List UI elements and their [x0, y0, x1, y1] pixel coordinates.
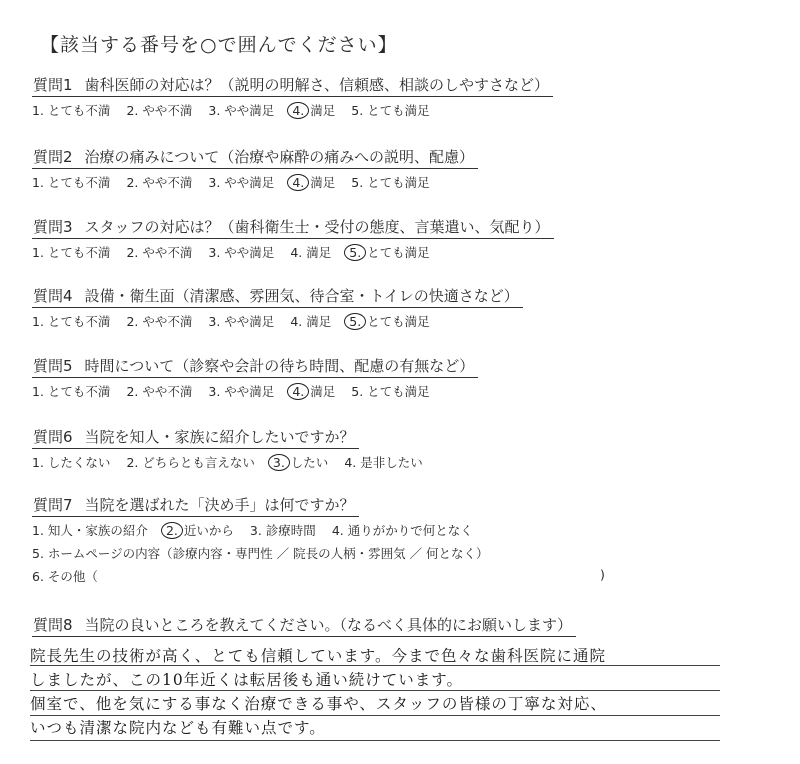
answer-option[interactable] [164, 521, 234, 539]
circled-option-number: 2. [161, 522, 183, 539]
answer-option[interactable] [290, 173, 335, 191]
circled-option-number: 5. [344, 244, 366, 261]
handwritten-answer-line-3: 個室で、他を気にする事なく治療できる事や、スタッフの皆様の丁寧な対応、 [30, 695, 607, 713]
option-label: したくない [47, 455, 111, 470]
question-6 [32, 426, 772, 471]
question-text: 時間について（診察や会計の待ち時間、配慮の有無など） [84, 357, 475, 375]
option-label: 満足 [310, 175, 336, 190]
page-title: 【該当する番号を○で囲んでください】 [40, 34, 398, 56]
option-label: とても不満 [47, 384, 111, 399]
option-label: したい [290, 455, 329, 470]
answer-option[interactable] [126, 173, 192, 191]
question-text: 治療の痛みについて（治療や麻酔の痛みへの説明、配慮） [84, 148, 474, 166]
answer-option[interactable] [32, 453, 110, 471]
option-number: 4. [344, 455, 357, 470]
answer-option[interactable] [332, 521, 473, 539]
handwritten-answer-line-4: いつも清潔な院内なども有難い点です。 [30, 719, 326, 737]
question-label: 質問3 [33, 218, 73, 236]
option-number: 2. [126, 314, 139, 329]
option-number: 3. [208, 314, 221, 329]
answer-option[interactable] [126, 453, 254, 471]
question-3-header [32, 216, 554, 239]
option-label: やや満足 [224, 175, 275, 190]
option-row-5[interactable]: 5. ホームページの内容（診療内容・専門性 ／ 院長の人柄・雰囲気 ／ 何となく） [32, 546, 489, 561]
option-row [32, 101, 772, 119]
option-row-6[interactable] [32, 567, 772, 585]
answer-rule [30, 690, 720, 691]
question-4-header [32, 285, 523, 308]
question-label: 質問6 [33, 428, 73, 446]
option-number: 3. [208, 245, 221, 260]
answer-option[interactable] [32, 312, 110, 330]
answer-option[interactable] [208, 382, 274, 400]
option-label: とても不満 [47, 103, 111, 118]
circled-option-number: 5. [344, 313, 366, 330]
answer-option[interactable] [126, 312, 192, 330]
option-number: 5. [351, 103, 364, 118]
question-1-header [32, 74, 553, 97]
question-label: 質問8 [33, 616, 73, 634]
option-label: とても満足 [367, 175, 430, 190]
question-text: 設備・衛生面（清潔感、雰囲気、待合室・トイレの快適さなど） [84, 287, 519, 305]
answer-option[interactable] [208, 101, 274, 119]
answer-option[interactable] [126, 243, 192, 261]
question-5-header [32, 355, 478, 378]
question-label: 質問5 [33, 357, 73, 375]
option-number: 1. [32, 175, 44, 190]
handwritten-answer-line-2: しましたが、この10年近くは転居後も通い続けています。 [30, 671, 463, 689]
option-number: 2. [126, 103, 139, 118]
option-label: 満足 [306, 245, 332, 260]
option-label: やや満足 [224, 245, 275, 260]
question-1 [32, 74, 772, 119]
option-row [32, 521, 772, 539]
answer-option[interactable] [290, 243, 331, 261]
option-row [32, 453, 772, 471]
option-number: 5. [351, 175, 364, 190]
option-number: 1. [32, 455, 44, 470]
answer-option[interactable] [344, 453, 422, 471]
option-label: やや不満 [142, 314, 193, 329]
answer-option[interactable] [250, 521, 316, 539]
option-label: とても満足 [367, 103, 430, 118]
option-row [32, 312, 772, 330]
answer-option[interactable] [351, 382, 429, 400]
question-2 [32, 146, 772, 191]
answer-option[interactable] [290, 101, 335, 119]
option-number: 5. [351, 384, 364, 399]
answer-option[interactable] [290, 382, 335, 400]
option-label: やや満足 [224, 103, 275, 118]
circled-option-number: 4. [287, 102, 309, 119]
answer-option[interactable] [347, 243, 429, 261]
answer-option[interactable] [126, 101, 192, 119]
question-text: 当院を選ばれた「決め手」は何ですか？ [84, 496, 355, 514]
answer-option[interactable] [208, 243, 274, 261]
question-label: 質問2 [33, 148, 73, 166]
question-text: 当院を知人・家族に紹介したいですか？ [84, 428, 355, 446]
question-2-header [32, 146, 478, 169]
option-number: 3. [249, 523, 262, 538]
option-number: 3. [208, 175, 221, 190]
option-number: 3. [208, 384, 221, 399]
option-number: 4. [290, 314, 303, 329]
answer-option[interactable] [32, 101, 110, 119]
answer-rule [30, 740, 720, 741]
question-text: 当院の良いところを教えてください。（なるべく具体的にお願いします） [84, 616, 573, 634]
question-7-header [32, 494, 359, 517]
option-number: 2. [126, 384, 139, 399]
option-number: 3. [208, 103, 221, 118]
question-8 [32, 614, 772, 637]
other-option-close-paren: ) [600, 567, 605, 582]
answer-option[interactable] [32, 173, 110, 191]
question-3 [32, 216, 772, 261]
option-label: とても不満 [47, 314, 111, 329]
option-number: 4. [331, 523, 344, 538]
option-label: やや不満 [142, 245, 193, 260]
question-text: 歯科医師の対応は？（説明の明解さ、信頼感、相談のしやすさなど） [84, 76, 549, 94]
answer-option[interactable] [208, 173, 274, 191]
option-label: やや満足 [224, 314, 275, 329]
question-label: 質問4 [33, 287, 73, 305]
option-label: 満足 [310, 384, 336, 399]
option-label: とても不満 [47, 245, 111, 260]
answer-option[interactable] [32, 382, 110, 400]
option-number: 2. [126, 455, 139, 470]
answer-option[interactable] [347, 312, 429, 330]
option-label: やや不満 [142, 384, 193, 399]
answer-option[interactable] [351, 173, 429, 191]
other-option-label: 6. その他（ [32, 569, 98, 584]
circled-option-number: 3. [268, 454, 290, 471]
option-label: どちらとも言えない [142, 455, 255, 470]
answer-option[interactable] [32, 243, 110, 261]
option-number: 2. [126, 175, 139, 190]
option-number: 1. [32, 103, 44, 118]
option-number: 1. [32, 245, 44, 260]
question-7 [32, 494, 772, 585]
option-number: 1. [32, 384, 44, 399]
question-5 [32, 355, 772, 400]
handwritten-answer-line-1: 院長先生の技術が高く、とても信頼しています。今まで色々な歯科医院に通院 [30, 647, 606, 665]
answer-option[interactable] [351, 101, 429, 119]
question-text: スタッフの対応は？（歯科衛生士・受付の態度、言葉遣い、気配り） [84, 218, 550, 236]
option-number: 4. [290, 245, 303, 260]
option-number: 1. [32, 314, 44, 329]
question-4 [32, 285, 772, 330]
answer-option[interactable] [32, 521, 148, 539]
question-label: 質問1 [33, 76, 73, 94]
circled-option-number: 4. [287, 383, 309, 400]
option-label: 近いから [183, 523, 234, 538]
question-8-header [32, 614, 576, 637]
option-row [32, 382, 772, 400]
option-label: とても満足 [367, 384, 430, 399]
option-number: 1. [32, 523, 44, 538]
option-row [32, 173, 772, 191]
answer-option[interactable] [208, 312, 274, 330]
answer-option[interactable] [290, 312, 331, 330]
option-label: 通りがかりで何となく [347, 523, 473, 538]
option-label: とても不満 [47, 175, 111, 190]
option-label: やや満足 [224, 384, 275, 399]
option-label: やや不満 [142, 175, 193, 190]
option-number: 2. [126, 245, 139, 260]
question-6-header [32, 426, 359, 449]
option-label: やや不満 [142, 103, 193, 118]
answer-option[interactable] [271, 453, 328, 471]
option-label: 満足 [310, 103, 336, 118]
option-label: 診療時間 [265, 523, 316, 538]
option-row [32, 243, 772, 261]
option-label: 満足 [306, 314, 332, 329]
option-label: 知人・家族の紹介 [47, 523, 148, 538]
circled-option-number: 4. [287, 174, 309, 191]
option-label: 是非したい [360, 455, 423, 470]
option-label: とても満足 [367, 314, 430, 329]
option-label: とても満足 [367, 245, 430, 260]
answer-option[interactable] [126, 382, 192, 400]
question-label: 質問7 [33, 496, 73, 514]
